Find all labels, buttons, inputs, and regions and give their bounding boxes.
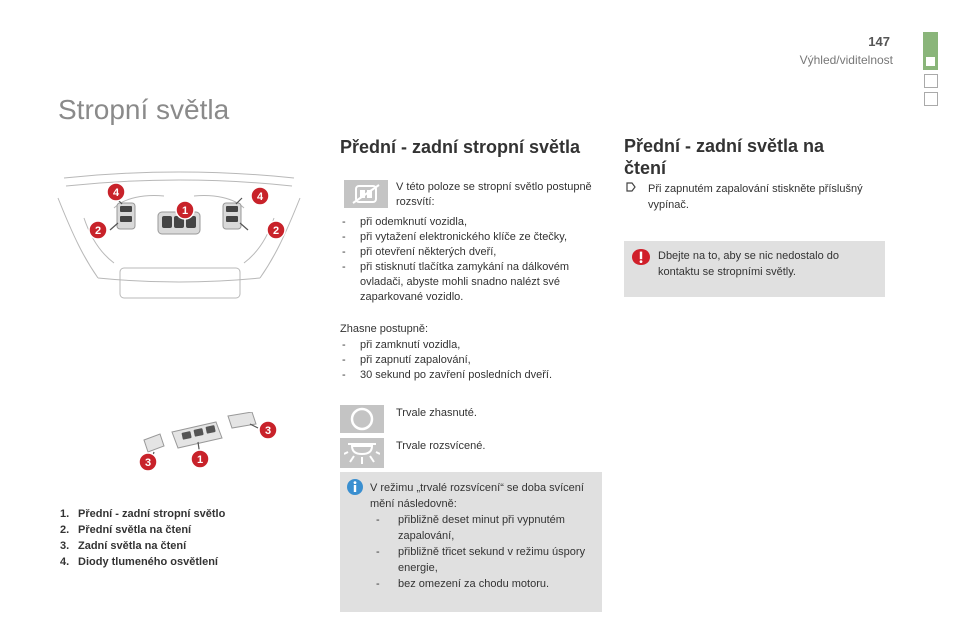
list-item: - při zamknutí vozidla,: [340, 338, 602, 353]
info-list: [370, 512, 595, 592]
instruction-text: Při zapnutém zapalování stiskněte příslušný vypínač.: [648, 183, 863, 211]
list-item: - přibližně deset minut při vypnutém zapalování,: [370, 512, 595, 544]
door-mode-icon: [344, 180, 388, 208]
chapter-tab-empty: [924, 74, 938, 88]
callout-3-right: 3: [264, 425, 272, 437]
warning-text: Dbejte na to, aby se nic nedostalo do kontaktu se stropními světly.: [658, 250, 840, 278]
warning-note: [624, 241, 885, 297]
page-title: Stropní světla: [58, 94, 230, 125]
callout-4-right: 4: [256, 191, 264, 203]
legend-item: 3. Zadní světla na čtení: [60, 540, 187, 552]
always-off-text: Trvale zhasnuté.: [396, 407, 477, 419]
callout-1-bottom: 1: [196, 454, 204, 466]
info-note: [340, 472, 602, 612]
always-on-text: Trvale rozsvícené.: [396, 440, 486, 452]
list-item: - bez omezení za chodu motoru.: [370, 576, 595, 592]
list-item: - 30 sekund po zavření posledních dveří.: [340, 368, 602, 383]
list-item: - při odemknutí vozidla,: [340, 215, 602, 230]
list-item: - při otevření některých dveří,: [340, 245, 602, 260]
section-heading-ceiling-lights: Přední - zadní stropní světla: [340, 137, 581, 157]
list-item: - přibližně třicet sekund v režimu úspory energie,: [370, 544, 595, 576]
list-item: - při zapnutí zapalování,: [340, 353, 602, 368]
legend-item: 2. Přední světla na čtení: [60, 524, 192, 536]
chapter-tab: [923, 32, 938, 70]
off-intro: Zhasne postupně:: [340, 323, 429, 335]
info-icon: [346, 478, 364, 496]
list-item: - při stisknutí tlačítka zamykání na dálkovém ovladači, abyste mohli snadno nalézt své zaparkované vozidlo.: [340, 260, 602, 305]
rear-console-illustration: [132, 412, 282, 478]
section-name: Výhled/viditelnost: [799, 53, 893, 67]
on-conditions-list: [340, 215, 602, 305]
callout-1-top: 1: [181, 205, 189, 217]
legend-item: 4. Diody tlumeného osvětlení: [60, 556, 218, 568]
instruction-item: [626, 181, 866, 213]
callout-3-left: 3: [144, 457, 152, 469]
legend-item: 1. Přední - zadní stropní světlo: [60, 508, 226, 520]
callout-2-right: 2: [272, 225, 280, 237]
chapter-tab-empty: [924, 92, 938, 106]
always-on-icon: [340, 438, 384, 468]
callout-4-left: 4: [112, 187, 120, 199]
door-mode-text: V této poloze se stropní světlo postupně rozsvítí:: [396, 181, 592, 208]
checkbox-bullet-icon: [626, 181, 636, 198]
warning-icon: [631, 248, 651, 266]
section-heading-reading-lights: Přední - zadní světla na čtení: [624, 136, 825, 178]
page-number: 147: [868, 34, 890, 49]
front-console-illustration: [54, 168, 304, 308]
always-off-icon: [340, 405, 384, 433]
legend-list: [60, 506, 225, 570]
off-conditions-list: [340, 338, 602, 383]
list-item: - při vytažení elektronického klíče ze čtečky,: [340, 230, 602, 245]
info-intro: V režimu „trvalé rozsvícení“ se doba svícení mění následovně:: [370, 482, 584, 510]
callout-2-left: 2: [94, 225, 102, 237]
